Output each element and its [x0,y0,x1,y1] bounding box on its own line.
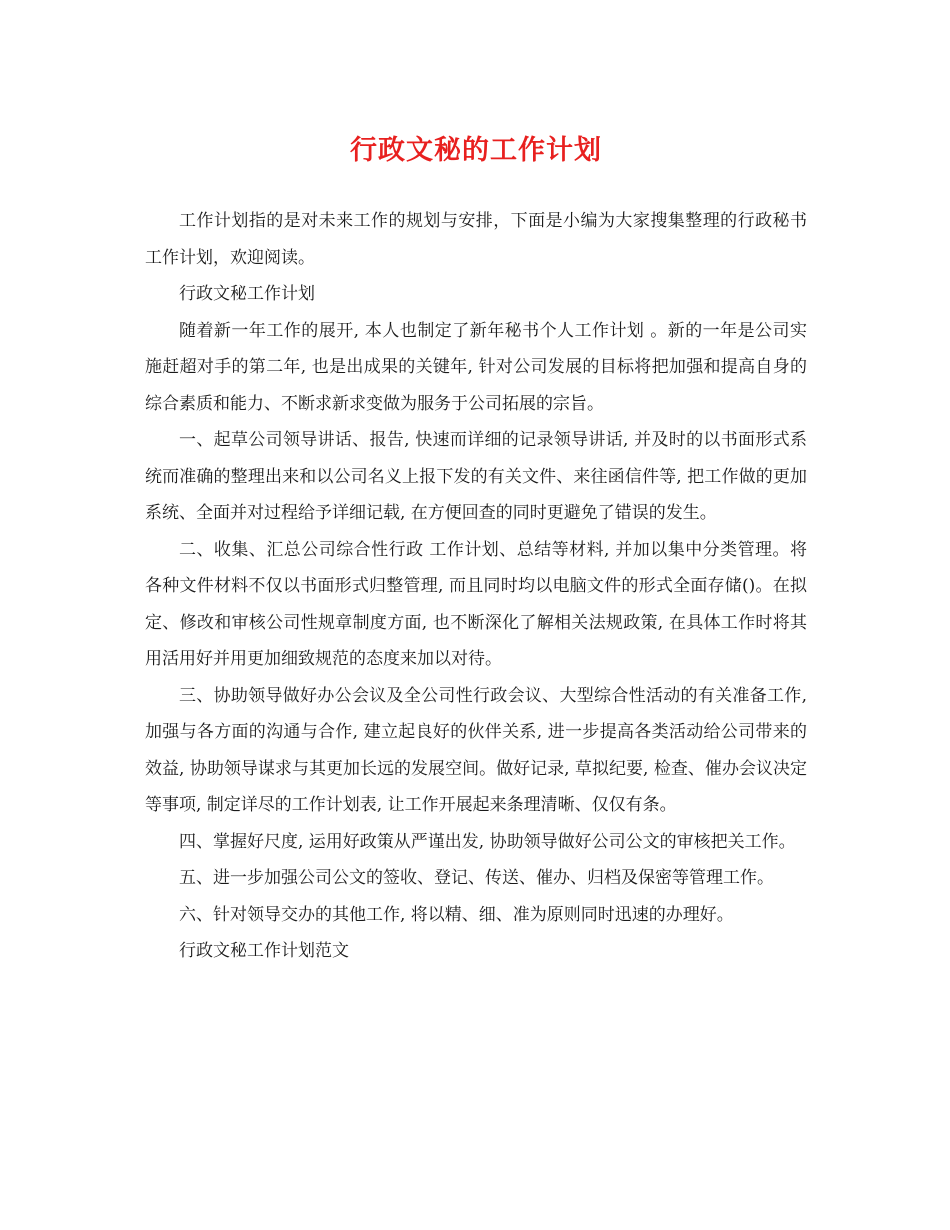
paragraph-item-3: 三、协助领导做好办公会议及全公司性行政会议、大型综合性活动的有关准备工作, 加强与各方面的沟通与合作, 建立起良好的伙伴关系, 进一步提高各类活动给公司带来的效益, 协助领导谋求与其更加长远的发展空间。做好记录, 草拟纪要, 检查、催办会议决定等事项, 制定详尽的工作计划表, 让工作开展起来条理清晰、仅仅有条。 [145,685,807,815]
paragraph-item-2: 二、收集、汇总公司综合性行政 工作计划、总结等材料, 并加以集中分类管理。将各种文件材料不仅以书面形式归整管理, 而且同时均以电脑文件的形式全面存储()。在拟定、修改和审核公司性规章制度方面, 也不断深化了解相关法规政策, 在具体工作时将其用活用好并用更加细致规范的态度来加以对待。 [145,539,807,669]
paragraph-heading-sample: 行政文秘工作计划范文 [179,941,349,961]
paragraph-item-6: 六、针对领导交办的其他工作, 将以精、细、准为原则同时迅速的办理好。 [179,904,734,925]
paragraph-item-5: 五、进一步加强公司公文的签收、登记、传送、催办、归档及保密等管理工作。 [179,868,774,888]
paragraph-item-4: 四、掌握好尺度, 运用好政策从严谨出发, 协助领导做好公司公文的审核把关工作。 [179,831,796,852]
paragraph-intro: 工作计划指的是对未来工作的规划与安排，下面是小编为大家搜集整理的行政秘书工作计划，欢迎阅读。 [145,211,807,268]
paragraph-heading-plan: 行政文秘工作计划 [179,284,315,304]
document-title: 行政文秘的工作计划 [350,135,602,166]
paragraph-overview: 随着新一年工作的展开, 本人也制定了新年秘书个人工作计划 。新的一年是公司实施赶超对手的第二年, 也是出成果的关键年, 针对公司发展的目标将把加强和提高自身的综合素质和能力、不断求新求变做为服务于公司拓展的宗旨。 [145,320,807,414]
paragraph-item-1: 一、起草公司领导讲话、报告, 快速而详细的记录领导讲话, 并及时的以书面形式系统而准确的整理出来和以公司名义上报下发的有关文件、来往函信件等, 把工作做的更加系统、全面并对过程给予详细记载, 在方便回查的同时更避免了错误的发生。 [145,430,807,523]
document-body [145,203,807,970]
